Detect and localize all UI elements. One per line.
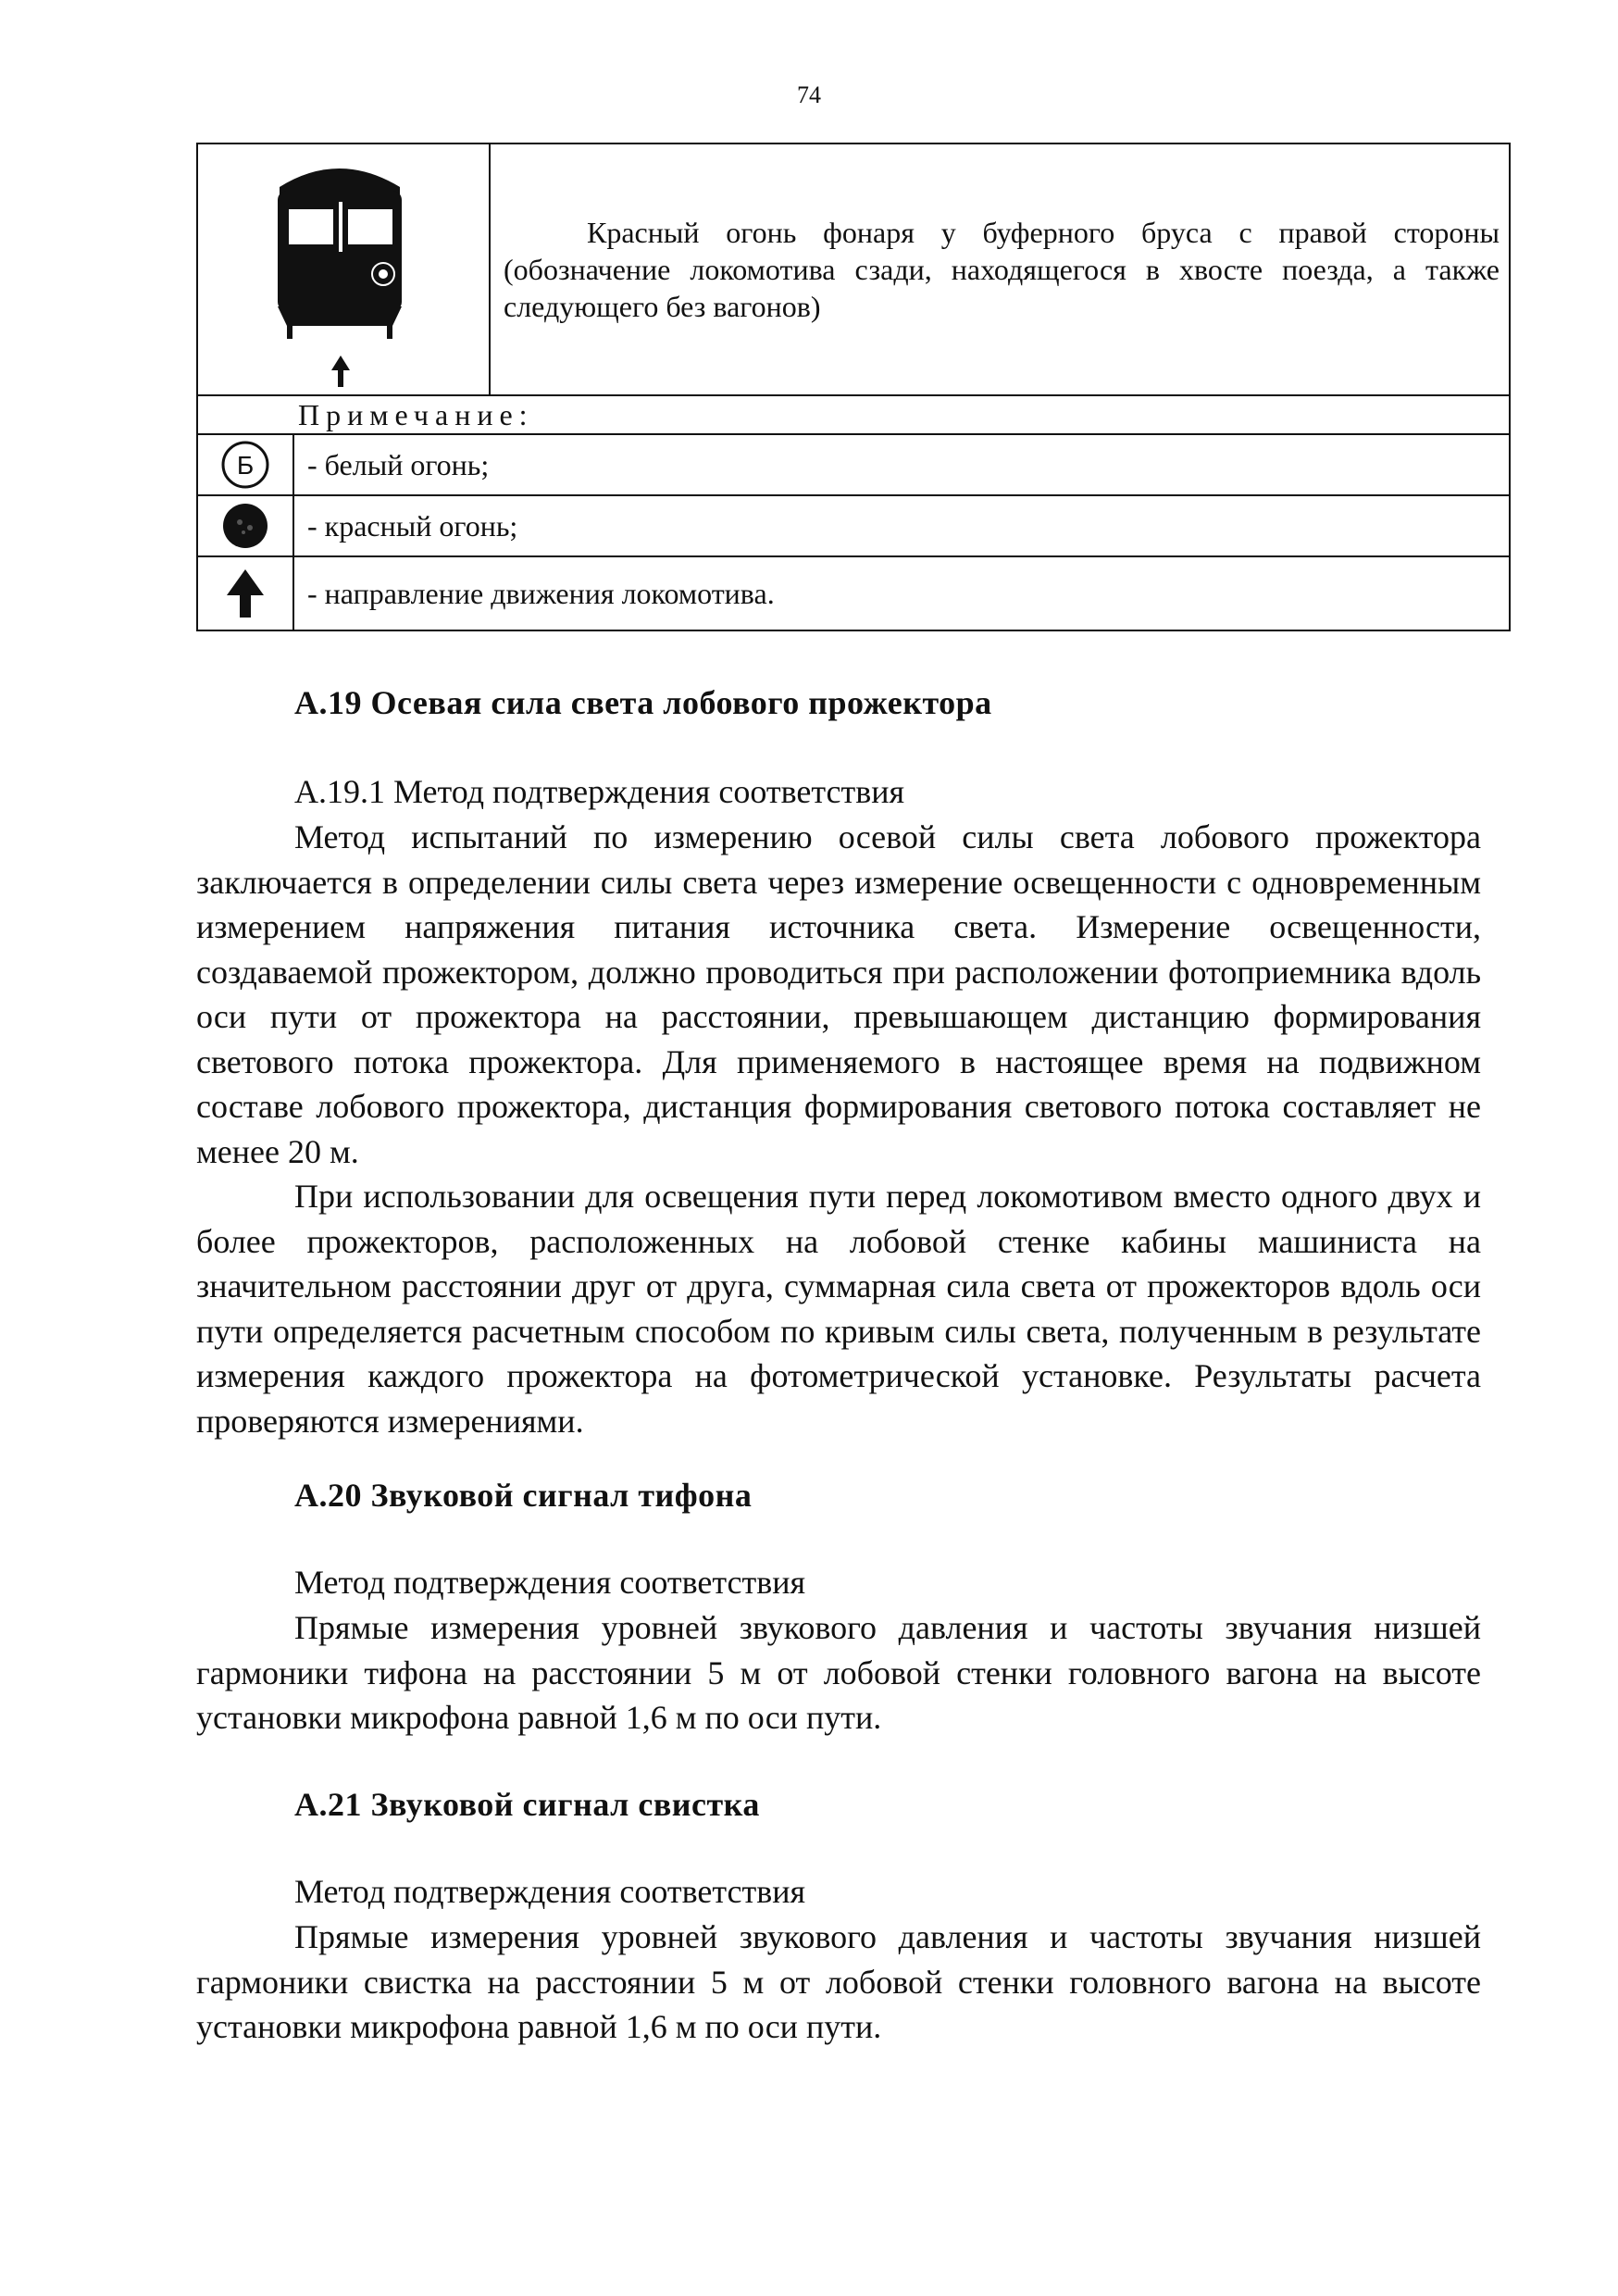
legend-white-light-text: - белый огонь;: [293, 434, 1510, 495]
locomotive-signal-description: [490, 144, 1510, 395]
locomotive-figure-cell: [197, 144, 490, 395]
section-a19-heading: А.19 Осевая сила света лобового прожектора: [294, 684, 992, 721]
section-a20-heading: А.20 Звуковой сигнал тифона: [294, 1477, 753, 1514]
signal-table: [196, 143, 1511, 631]
section-a21-subheading: Метод подтверждения соответствия: [294, 1873, 806, 1910]
legend-symbol-cell: [197, 556, 293, 630]
section-a21-paragraph: Прямые измерения уровней звукового давления и частоты звучания низшей гармоники свистка на расстоянии 5 м от лобовой стенки головного вагона на высоте установки микрофона равной 1,6 м по оси пути.: [196, 1918, 1481, 2045]
locomotive-rear-icon: [198, 144, 491, 394]
legend-symbol-letter: Б: [236, 451, 255, 480]
legend-direction-text: - направление движения локомотива.: [293, 556, 1510, 630]
section-a20-subheading: Метод подтверждения соответствия: [294, 1564, 806, 1601]
legend-symbol-cell: [197, 495, 293, 556]
section-a19-paragraph-1: Метод испытаний по измерению осевой силы света лобового прожектора заключается в определении силы света через измерение освещенности с одновременным измерением напряжения питания источника света. Измерение освещенности, создаваемой прожектором, должно проводиться при расположении фотоприемника вдоль оси пути от прожектора на расстоянии, превышающем дистанцию формирования светового потока прожектора. Для применяемого в настоящее время на подвижном составе лобового прожектора, дистанция формирования светового потока составляет не менее 20 м.: [196, 818, 1481, 1170]
section-a19-subheading: А.19.1 Метод подтверждения соответствия: [294, 773, 905, 810]
section-a19-paragraph-2: При использовании для освещения пути перед локомотивом вместо одного двух и более прожекторов, расположенных на лобовой стенке кабины машиниста на значительном расстоянии друг от друга, суммарная сила света от прожекторов вдоль оси пути определяется расчетным способом по кривым силы света, полученным в результате измерения каждого прожектора на фотометрической установке. Результаты расчета проверяются измерениями.: [196, 1178, 1481, 1440]
legend-red-light-text: - красный огонь;: [293, 495, 1510, 556]
legend-symbol-cell: [197, 434, 293, 495]
locomotive-signal-text: Красный огонь фонаря у буферного бруса с правой стороны (обозначение локомотива сзади, находящегося в хвосте поезда, а также следующего без вагонов): [504, 216, 1500, 323]
page-number: 74: [797, 81, 821, 108]
section-a20-paragraph: Прямые измерения уровней звукового давления и частоты звучания низшей гармоники тифона на расстоянии 5 м от лобовой стенки головного вагона на высоте установки микрофона равной 1,6 м по оси пути.: [196, 1609, 1481, 1736]
red-light-filled-circle-icon: [219, 500, 271, 552]
note-label: Примечание:: [197, 395, 1510, 434]
arrow-up-icon: [219, 566, 271, 621]
white-light-circle-B-icon: [219, 439, 271, 491]
section-a21-heading: А.21 Звуковой сигнал свистка: [294, 1786, 760, 1823]
